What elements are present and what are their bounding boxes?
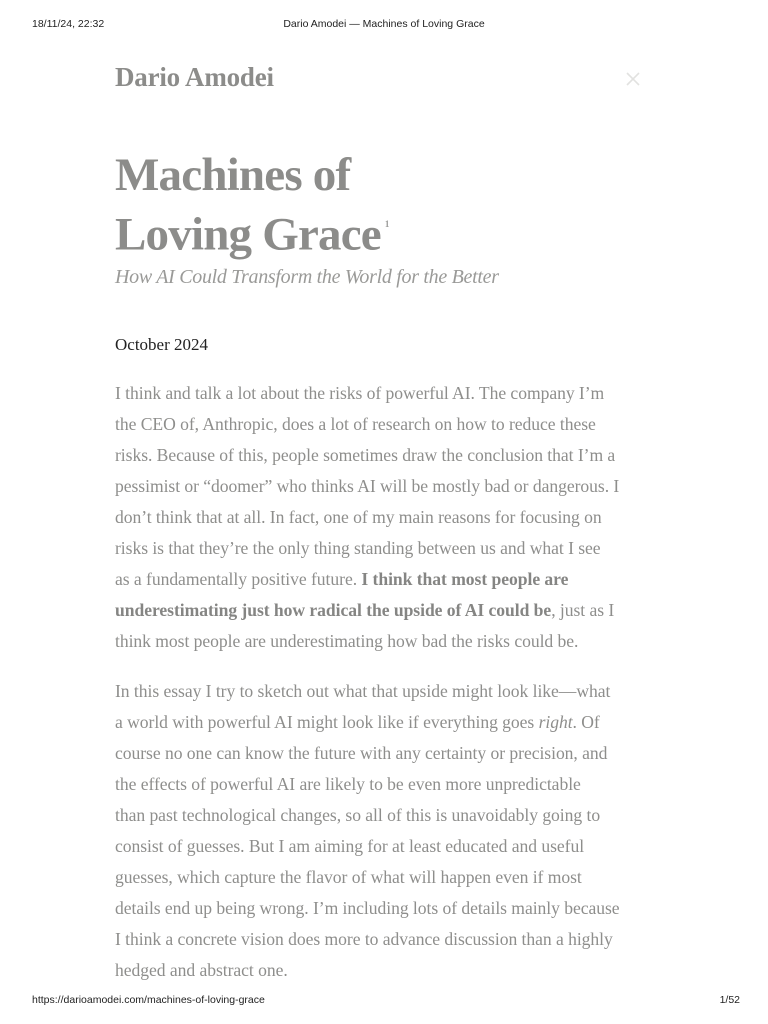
paragraph-line: think most people are underestimating how bad the risks could be. — [115, 631, 579, 651]
print-url: https://darioamodei.com/machines-of-loving-grace — [32, 994, 265, 1006]
paragraph-line: don’t think that at all. In fact, one of my main reasons for focusing on — [115, 507, 602, 527]
emphasis-text: I think that most people are — [361, 569, 569, 589]
paragraph-line: course no one can know the future with any certainty or precision, and — [115, 743, 608, 763]
paragraph-line: hedged and abstract one. — [115, 960, 288, 980]
print-datetime: 18/11/24, 22:32 — [32, 18, 105, 30]
essay-title-line-2 — [115, 203, 389, 263]
body-paragraph-2 — [115, 676, 667, 986]
essay-title-line-1: Machines of — [115, 149, 351, 201]
paragraph-text: a world with powerful AI might look like if everything goes — [115, 712, 539, 732]
paragraph-line: pessimist or “doomer” who thinks AI will be mostly bad or dangerous. I — [115, 476, 620, 496]
paragraph-line: than past technological changes, so all of this is unavoidably going to — [115, 805, 601, 825]
paragraph-line — [115, 707, 667, 738]
paragraph-line: the effects of powerful AI are likely to be even more unpredictable — [115, 774, 581, 794]
paragraph-text: , just as I — [551, 600, 615, 620]
body-paragraph-1 — [115, 378, 667, 657]
paragraph-line: guesses, which capture the flavor of what will happen even if most — [115, 867, 582, 887]
paragraph-line: In this essay I try to sketch out what that upside might look like—what — [115, 681, 611, 701]
print-footer — [32, 994, 740, 1008]
paragraph-line — [115, 595, 667, 626]
close-icon — [622, 68, 644, 90]
essay-subtitle: How AI Could Transform the World for the Better — [115, 266, 499, 288]
essay-title-line-2-text: Loving Grace — [115, 208, 381, 261]
footnote-ref-1[interactable]: 1 — [384, 219, 389, 229]
site-name-link[interactable]: Dario Amodei — [115, 62, 274, 92]
print-page-number: 1/52 — [719, 994, 740, 1006]
emphasis-text: underestimating just how radical the upside of AI could be — [115, 600, 552, 620]
essay-title — [115, 148, 389, 263]
italic-emphasis: right — [538, 712, 573, 732]
paragraph-line: I think a concrete vision does more to advance discussion than a highly — [115, 929, 613, 949]
print-header — [32, 18, 736, 32]
paragraph-line: risks is that they’re the only thing standing between us and what I see — [115, 538, 601, 558]
paragraph-line: consist of guesses. But I am aiming for at least educated and useful — [115, 836, 585, 856]
paragraph-text: as a fundamentally positive future. — [115, 569, 362, 589]
paragraph-line: risks. Because of this, people sometimes draw the conclusion that I’m a — [115, 445, 616, 465]
publication-date: October 2024 — [115, 335, 209, 354]
paragraph-line: the CEO of, Anthropic, does a lot of research on how to reduce these — [115, 414, 596, 434]
paragraph-line — [115, 564, 667, 595]
paragraph-text: . Of — [572, 712, 600, 732]
paragraph-line: I think and talk a lot about the risks of powerful AI. The company I’m — [115, 383, 605, 403]
close-button[interactable] — [622, 68, 644, 90]
paragraph-line: details end up being wrong. I’m including lots of details mainly because — [115, 898, 620, 918]
print-page-title: Dario Amodei — Machines of Loving Grace — [283, 18, 485, 30]
